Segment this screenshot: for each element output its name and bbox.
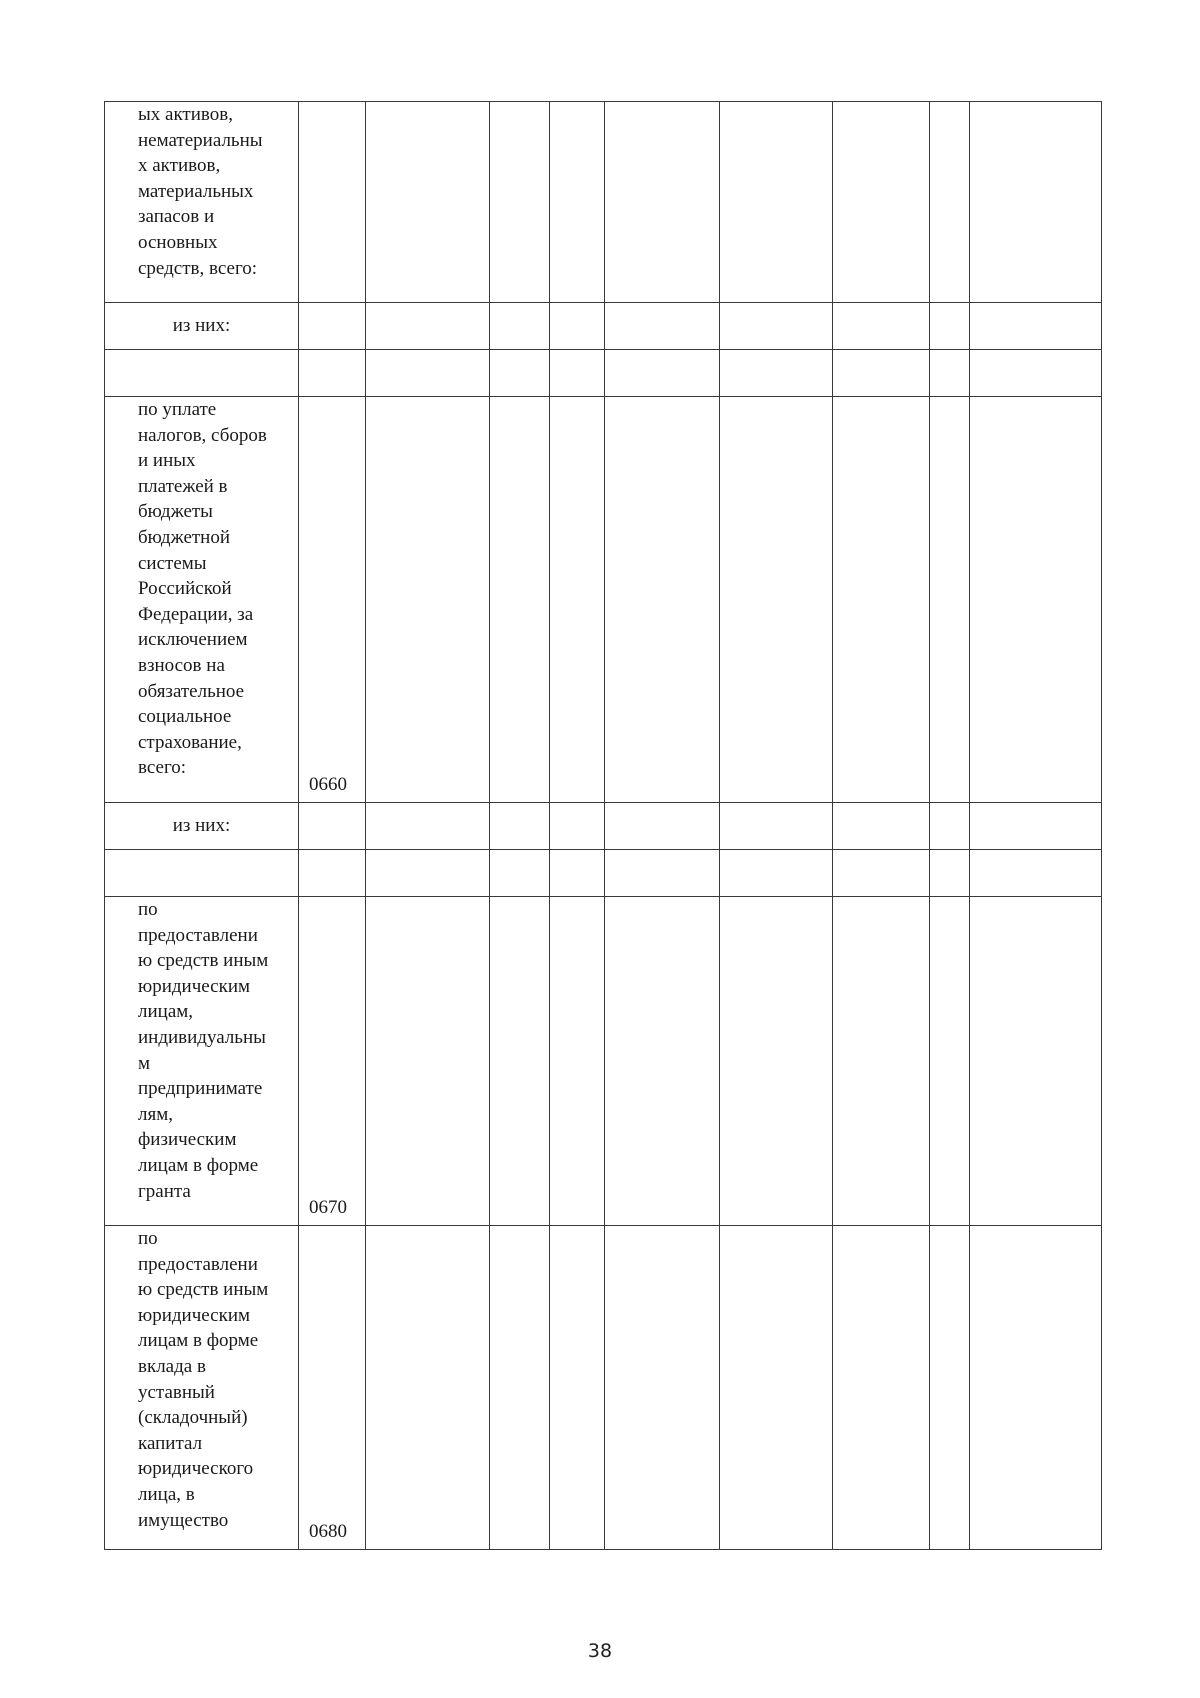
value-cell <box>833 1226 930 1550</box>
blank-row <box>105 350 1102 397</box>
value-cell <box>490 1226 550 1550</box>
value-cell <box>970 897 1102 1226</box>
table-row <box>105 1226 1102 1550</box>
value-cell <box>930 102 970 303</box>
value-cell <box>720 803 833 850</box>
table-row <box>105 897 1102 1226</box>
value-cell <box>930 897 970 1226</box>
value-cell <box>833 803 930 850</box>
value-cell <box>833 102 930 303</box>
value-cell <box>490 897 550 1226</box>
value-cell <box>550 897 605 1226</box>
value-cell <box>366 397 490 803</box>
value-cell <box>930 1226 970 1550</box>
row-name-cell: из них: <box>105 803 299 850</box>
value-cell <box>490 803 550 850</box>
value-cell <box>490 850 550 897</box>
value-cell <box>605 350 720 397</box>
value-cell <box>550 350 605 397</box>
table-row <box>105 102 1102 303</box>
value-cell <box>930 397 970 803</box>
value-cell <box>720 102 833 303</box>
value-cell <box>833 303 930 350</box>
value-cell <box>720 350 833 397</box>
value-cell <box>833 397 930 803</box>
value-cell <box>970 850 1102 897</box>
value-cell <box>490 303 550 350</box>
value-cell <box>720 397 833 803</box>
row-code-cell: 0680 <box>299 1226 366 1550</box>
table-body <box>105 102 1102 1550</box>
value-cell <box>720 850 833 897</box>
value-cell <box>550 1226 605 1550</box>
value-cell <box>605 897 720 1226</box>
row-code-cell <box>299 803 366 850</box>
value-cell <box>930 350 970 397</box>
subheader-row <box>105 303 1102 350</box>
value-cell <box>605 850 720 897</box>
row-code-cell <box>299 350 366 397</box>
value-cell <box>366 897 490 1226</box>
value-cell <box>490 102 550 303</box>
subheader-row <box>105 803 1102 850</box>
value-cell <box>970 102 1102 303</box>
value-cell <box>833 897 930 1226</box>
value-cell <box>720 303 833 350</box>
value-cell <box>605 102 720 303</box>
value-cell <box>366 350 490 397</box>
row-name-cell: по предоставлени ю средств иным юридическим лицам, индивидуальны м предпринимате лям, физическим лицам в форме гранта <box>105 897 299 1226</box>
row-code-cell: 0670 <box>299 897 366 1226</box>
table-row <box>105 397 1102 803</box>
value-cell <box>720 1226 833 1550</box>
row-code-cell <box>299 303 366 350</box>
value-cell <box>366 102 490 303</box>
value-cell <box>833 350 930 397</box>
value-cell <box>366 303 490 350</box>
value-cell <box>550 803 605 850</box>
value-cell <box>970 803 1102 850</box>
value-cell <box>605 303 720 350</box>
value-cell <box>970 350 1102 397</box>
value-cell <box>720 897 833 1226</box>
row-name-cell: ых активов, нематериальны х активов, материальных запасов и основных средств, всего: <box>105 102 299 303</box>
row-code-cell <box>299 102 366 303</box>
value-cell <box>366 1226 490 1550</box>
value-cell <box>930 850 970 897</box>
value-cell <box>550 303 605 350</box>
row-name-cell <box>105 350 299 397</box>
value-cell <box>550 850 605 897</box>
row-name-cell: по предоставлени ю средств иным юридическим лицам в форме вклада в уставный (складочный) капитал юридического лица, в имущество <box>105 1226 299 1550</box>
value-cell <box>605 1226 720 1550</box>
value-cell <box>930 303 970 350</box>
report-table <box>104 101 1102 1550</box>
value-cell <box>366 803 490 850</box>
value-cell <box>605 803 720 850</box>
value-cell <box>970 397 1102 803</box>
value-cell <box>833 850 930 897</box>
row-code-cell: 0660 <box>299 397 366 803</box>
value-cell <box>366 850 490 897</box>
row-name-cell <box>105 850 299 897</box>
blank-row <box>105 850 1102 897</box>
value-cell <box>490 397 550 803</box>
page-number: 38 <box>587 1640 613 1662</box>
value-cell <box>490 350 550 397</box>
value-cell <box>930 803 970 850</box>
value-cell <box>550 397 605 803</box>
value-cell <box>605 397 720 803</box>
row-name-cell: из них: <box>105 303 299 350</box>
value-cell <box>970 1226 1102 1550</box>
value-cell <box>550 102 605 303</box>
value-cell <box>970 303 1102 350</box>
row-code-cell <box>299 850 366 897</box>
row-name-cell: по уплате налогов, сборов и иных платежей в бюджеты бюджетной системы Российской Федерации, за исключением взносов на обязательное социальное страхование, всего: <box>105 397 299 803</box>
